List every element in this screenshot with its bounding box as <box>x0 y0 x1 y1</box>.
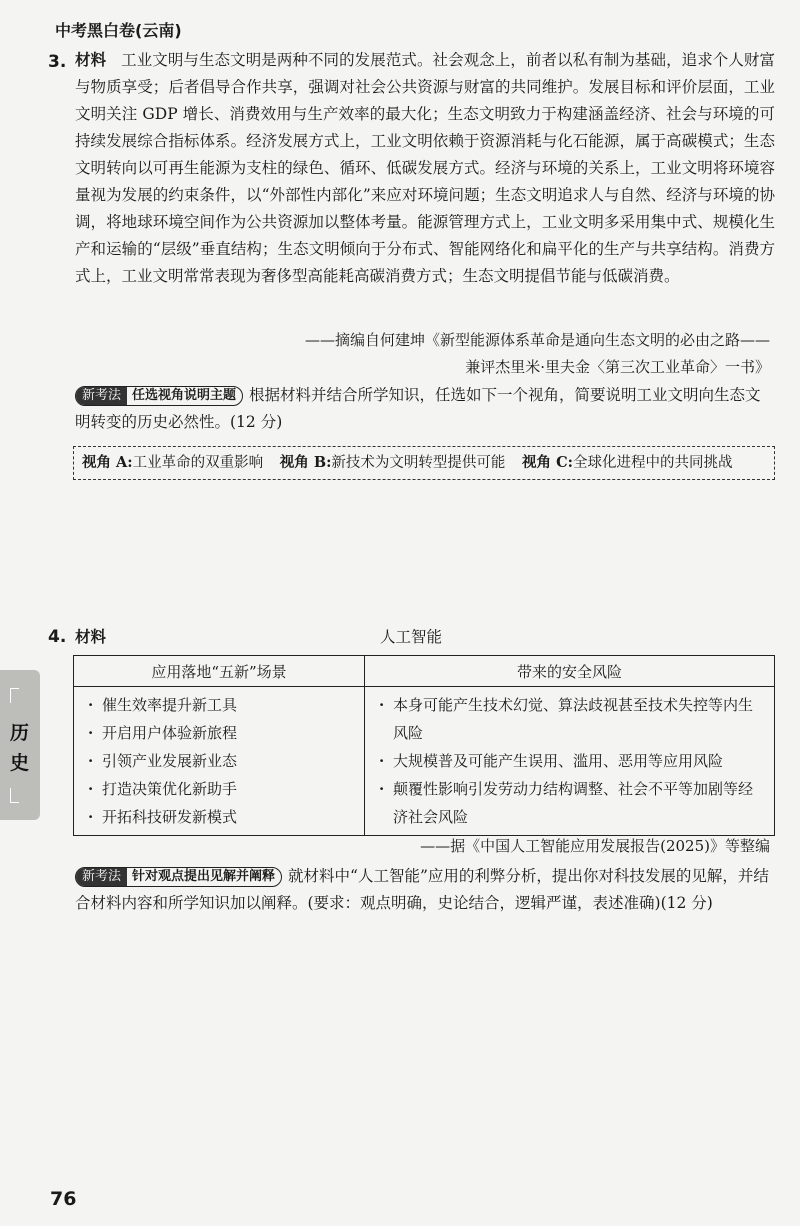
question-4-task <box>75 863 775 917</box>
material-label: 材料 <box>75 50 107 69</box>
list-item: · 打造决策优化新助手 <box>88 775 356 803</box>
question-3-task <box>75 382 775 436</box>
tag-badge: 新考法 <box>76 387 127 405</box>
view-a-label: 视角 A: <box>82 454 133 471</box>
list-item: · 开拓科技研发新模式 <box>88 803 356 831</box>
question-3-source <box>305 327 770 381</box>
subject-char-1: 历 <box>10 722 30 744</box>
source-line-1: ——摘编自何建坤《新型能源体系革命是通向生态文明的必由之路—— <box>304 331 770 349</box>
list-item: · 开启用户体验新旅程 <box>88 719 356 747</box>
view-c-text: 全球化进程中的共同挑战 <box>572 455 733 471</box>
view-b-label: 视角 B: <box>279 454 332 471</box>
new-method-tag <box>75 386 243 406</box>
list-item: · 本身可能产生技术幻觉、算法歧视甚至技术失控等内生风险 <box>379 691 766 747</box>
tag-label: 任选视角说明主题 <box>132 388 237 403</box>
list-item: · 大规模普及可能产生误用、滥用、恶用等应用风险 <box>379 747 766 775</box>
subject-side-tab <box>0 670 40 820</box>
tag-badge: 新考法 <box>76 868 127 886</box>
question-3-material <box>75 46 775 290</box>
col1-cell <box>74 687 365 836</box>
list-item: · 颠覆性影响引发劳动力结构调整、社会不平等加剧等经济社会风险 <box>379 775 766 831</box>
material-text: 工业文明与生态文明是两种不同的发展范式。社会观念上，前者以私有制为基础，追求个人财富与物质享受；后者倡导合作共享，强调对社会公共资源与财富的共同维护。发展目标和评价层面，工业文明关注 GDP 增长、消费效用与生产效率的最大化；生态文明致力于构建涵盖经济、社会与环境的可持续发展综合指标体系。经济发展方式上，工业文明依赖于资源消耗与化石能源，属于高碳模式；生态文明转向以可再生能源为支柱的绿色、循环、低碳发展方式。经济与环境的关系上，工业文明将环境容量视为发展的约束条件，以“外部性内部化”来应对环境问题；生态文明追求人与自然、经济与环境的协调，将地球环境空间作为公共资源加以整体考量。能源管理方式上，工业文明多采用集中式、规模化生产和运输的“层级”垂直结构；生态文明倾向于分布式、智能网络化和扁平化的生产与共享结构。消费方式上，工业文明常常表现为奢侈型高能耗高碳消费方式；生态文明提倡节能与低碳消费。 <box>75 51 775 285</box>
question-3-number: 3. <box>48 52 67 72</box>
ai-table <box>73 655 775 836</box>
table-title: 人工智能 <box>380 628 443 646</box>
list-item: · 引领产业发展新业态 <box>88 747 356 775</box>
bracket-bottom <box>10 788 19 803</box>
question-4-source: ——据《中国人工智能应用发展报告(2025)》等整编 <box>420 837 770 855</box>
source-line-2: 兼评杰里米·里夫金〈第三次工业革命〉一书》 <box>465 358 770 376</box>
task-text: 就材料中“人工智能”应用的利弊分析，提出你对科技发展的见解，并结合材料内容和所学知识加以阐释。(要求：观点明确，史论结合，逻辑严谨，表述准确)(12 分) <box>75 867 769 912</box>
subject-char-2: 史 <box>10 752 30 774</box>
col2-cell <box>365 687 775 836</box>
page-number: 76 <box>50 1188 77 1210</box>
tag-label: 针对观点提出见解并阐释 <box>132 869 276 884</box>
col2-header: 带来的安全风险 <box>365 656 775 687</box>
question-4-number: 4. <box>48 627 67 647</box>
view-c-label: 视角 C: <box>522 454 573 471</box>
task-text: 根据材料并结合所学知识，任选如下一个视角，简要说明工业文明向生态文明转变的历史必然性。(12 分) <box>75 386 761 431</box>
new-method-tag <box>75 867 282 887</box>
bracket-top <box>10 688 19 703</box>
col1-header: 应用落地“五新”场景 <box>74 656 365 687</box>
view-a-text: 工业革命的双重影响 <box>132 455 264 471</box>
book-header: 中考黑白卷(云南) <box>55 21 182 40</box>
perspective-box <box>73 446 775 480</box>
question-4-material-label: 材料 <box>75 627 107 646</box>
list-item: · 催生效率提升新工具 <box>88 691 356 719</box>
view-b-text: 新技术为文明转型提供可能 <box>331 455 506 471</box>
